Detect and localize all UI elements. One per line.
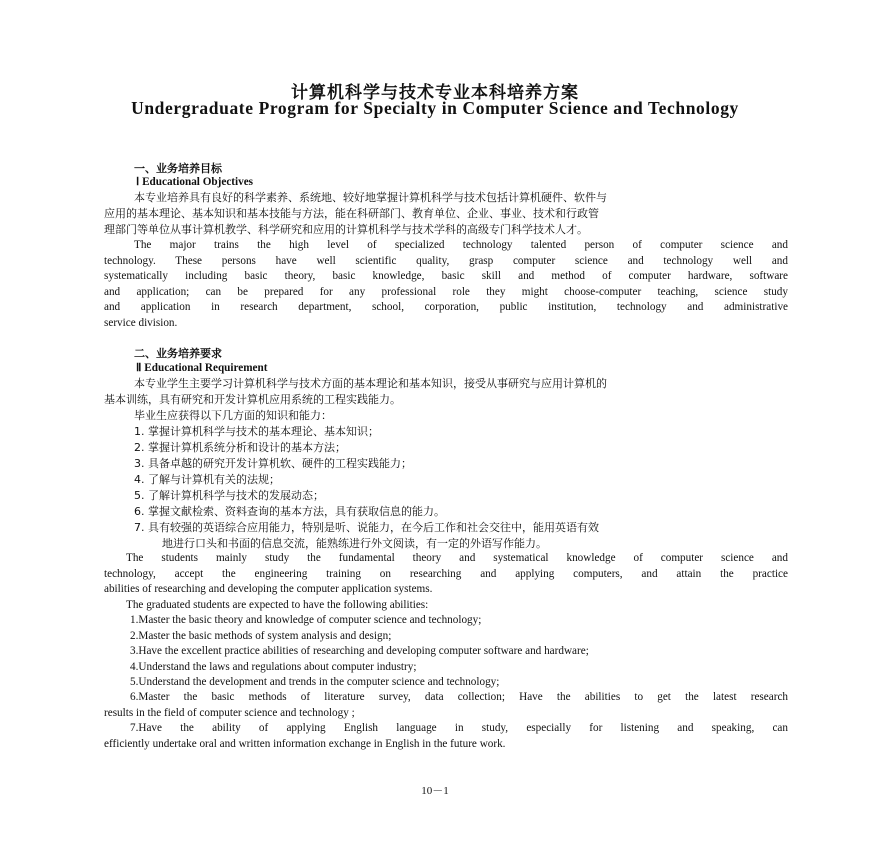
section2-list-cn-item-1: 1. 掌握计算机科学与技术的基本理论、基本知识； (134, 425, 379, 438)
section2-list-en-item-7-cont: efficiently undertake oral and written information exchange in English in the future work. (104, 738, 506, 750)
section2-list-en-item-2: 2.Master the basic methods of system analysis and design; (130, 630, 392, 642)
section2-para-en-line-1: The students mainly study the fundamental theory and systematical knowledge of computer science and (126, 552, 788, 564)
section2-para-en-line-3: abilities of researching and developing the computer application systems. (104, 583, 433, 595)
section1-para-cn-line-3: 理部门等单位从事计算机教学、科学研究和应用的计算机科学与技术学科的高级专门科学技术人才。 (104, 223, 588, 236)
section1-heading-en: Ⅰ Educational Objectives (136, 176, 254, 188)
section2-list-cn-item-2: 2. 掌握计算机系统分析和设计的基本方法； (134, 441, 346, 454)
section2-para-cn-line-1: 本专业学生主要学习计算机科学与技术方面的基本理论和基本知识，接受从事研究与应用计算机的 (134, 377, 607, 390)
section2-list-cn-item-7: 7. 具有较强的英语综合应用能力，特别是听、说能力，在今后工作和社会交往中，能用英语有效 (134, 521, 599, 534)
section2-list-en-item-6-cont: results in the field of computer science and technology ; (104, 707, 355, 719)
section2-list-en-item-5: 5.Understand the development and trends in the computer science and technology; (130, 676, 500, 688)
section1-para-en-line-6: service division. (104, 317, 178, 329)
section1-para-cn-line-1: 本专业培养具有良好的科学素养、系统地、较好地掌握计算机科学与技术包括计算机硬件、软件与 (134, 191, 607, 204)
page-number: 10－1 (421, 785, 449, 797)
section1-para-en-line-1: The major trains the high level of specialized technology talented person of computer science and (134, 239, 788, 251)
section2-list-cn-item-4: 4. 了解与计算机有关的法规； (134, 473, 280, 486)
section2-para-cn-line-2: 基本训练，具有研究和开发计算机应用系统的工程实践能力。 (104, 393, 401, 406)
section2-list-cn-item-6: 6. 掌握文献检索、资料查询的基本方法，具有获取信息的能力。 (134, 505, 445, 518)
section2-list-en-item-3: 3.Have the excellent practice abilities of researching and developing computer software and hardware; (130, 645, 589, 657)
section1-para-en-line-5: and application in research department, school, corporation, public institution, technology and administrative (104, 301, 788, 313)
section1-para-en-line-2: technology. These persons have well scientific quality, grasp computer science and technology well and (104, 255, 788, 267)
section1-para-en-line-4: and application; can be prepared for any professional role they might choose-computer teaching, science study (104, 286, 788, 298)
section2-heading-en: Ⅱ Educational Requirement (136, 362, 268, 374)
section1-para-en-line-3: systematically including basic theory, basic knowledge, basic skill and method of computer hardware, software (104, 270, 788, 282)
section2-list-cn-item-7-cont: 地进行口头和书面的信息交流，能熟练进行外文阅读，有一定的外语写作能力。 (162, 537, 547, 550)
section1-para-cn-line-2: 应用的基本理论、基本知识和基本技能与方法，能在科研部门、教育单位、企业、事业、技术和行政管 (104, 207, 599, 220)
section2-list-cn-item-3: 3. 具备卓越的研究开发计算机软、硬件的工程实践能力； (134, 457, 412, 470)
section2-list-en-item-1: 1.Master the basic theory and knowledge of computer science and technology; (130, 614, 482, 626)
section1-heading-cn: 一、业务培养目标 (134, 162, 222, 175)
section2-para-en-line-4: The graduated students are expected to have the following abilities: (126, 599, 429, 611)
title-chinese: 计算机科学与技术专业本科培养方案 (291, 83, 579, 103)
section2-list-en-item-6: 6.Master the basic methods of literature survey, data collection; Have the abilities to get the latest research (130, 691, 788, 703)
section2-para-en-line-2: technology, accept the engineering training on researching and applying computers, and attain the practice (104, 568, 788, 580)
section2-list-cn-item-5: 5. 了解计算机科学与技术的发展动态； (134, 489, 324, 502)
title-english: Undergraduate Program for Specialty in Computer Science and Technology (131, 98, 739, 118)
section2-list-en-item-7: 7.Have the ability of applying English language in study, especially for listening and speaking, can (130, 722, 788, 734)
section2-para-cn-line-3: 毕业生应获得以下几方面的知识和能力： (134, 409, 332, 422)
section2-heading-cn: 二、业务培养要求 (134, 347, 222, 360)
section2-list-en-item-4: 4.Understand the laws and regulations about computer industry; (130, 661, 417, 673)
